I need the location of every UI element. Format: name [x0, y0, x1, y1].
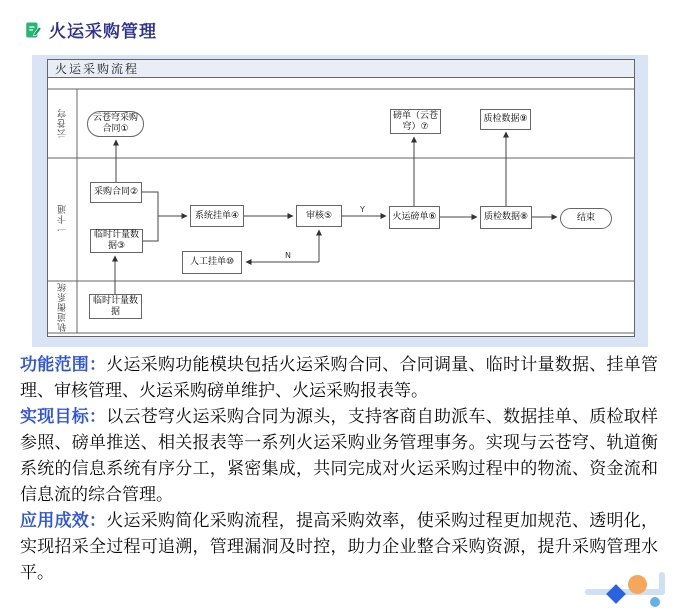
node-cloud-contract-start: 云苍穹采购合同①	[87, 111, 144, 137]
node-manual-post: 人工挂单⑩	[182, 251, 242, 274]
section-scope-text: 火运采购功能模块包括火运采购合同、合同调量、临时计量数据、挂单管理、审核管理、火运采购磅单维护、火运采购报表等。	[20, 355, 658, 401]
node-system-post: 系统挂单④	[190, 205, 244, 227]
blue-circle-decoration	[650, 597, 660, 607]
corner-decoration-vertical	[659, 572, 665, 595]
page-title: 火运采购管理	[49, 22, 157, 42]
flowchart-panel	[32, 55, 648, 347]
section-effect-label: 应用成效：	[20, 511, 107, 531]
section-goal	[20, 404, 658, 508]
section-goal-text: 以云苍穹火运采购合同为源头，支持客商自助派车、数据挂单、质检取样参照、磅单推送、相关报表等一系列火运采购业务管理事务。实现与云苍穹、轨道衡系统的信息系统有序分工，紧密集成，共同完成对火运采购过程中的物流、资金流和信息流的综合管理。	[20, 407, 658, 505]
lane-label-onecard: 一卡通	[58, 204, 68, 235]
flowchart-title: 火运采购流程	[48, 60, 634, 78]
node-audit: 审核⑤	[296, 205, 342, 227]
section-scope	[20, 352, 658, 404]
node-end: 结束	[560, 208, 612, 229]
section-effect-text: 火运采购简化采购流程，提高采购效率，使采购过程更加规范、透明化，实现招采全过程可追溯，管理漏洞及时控，助力企业整合采购资源，提升采购管理水平。	[20, 511, 658, 583]
section-effect	[20, 508, 658, 586]
node-weigh-note-cloud: 磅单（云苍穹）⑦	[390, 109, 441, 134]
edge-label-no: N	[285, 251, 291, 260]
lane-label-cloud: 云苍穹	[58, 108, 68, 139]
node-rail-weigh-note: 火运磅单⑥	[389, 206, 440, 229]
document-edit-icon	[24, 21, 42, 39]
flowchart	[47, 59, 635, 337]
page-header	[24, 17, 157, 42]
node-purchase-contract: 采购合同②	[90, 182, 142, 203]
orange-circle-decoration	[628, 575, 647, 594]
node-quality-data: 质检数据⑧	[480, 206, 532, 229]
section-scope-label: 功能范围：	[20, 355, 107, 375]
node-temp-measure-trackscale: 临时计量数据	[89, 294, 142, 319]
node-temp-measure-data: 临时计量数据③	[90, 229, 143, 253]
lane-label-trackscale: 轨道衡系统	[58, 282, 68, 332]
description-sections	[20, 352, 658, 586]
node-quality-data-cloud: 质检数据⑨	[480, 109, 531, 130]
edge-label-yes: Y	[360, 205, 365, 214]
diamond-decoration	[606, 584, 626, 604]
section-goal-label: 实现目标：	[20, 407, 107, 427]
